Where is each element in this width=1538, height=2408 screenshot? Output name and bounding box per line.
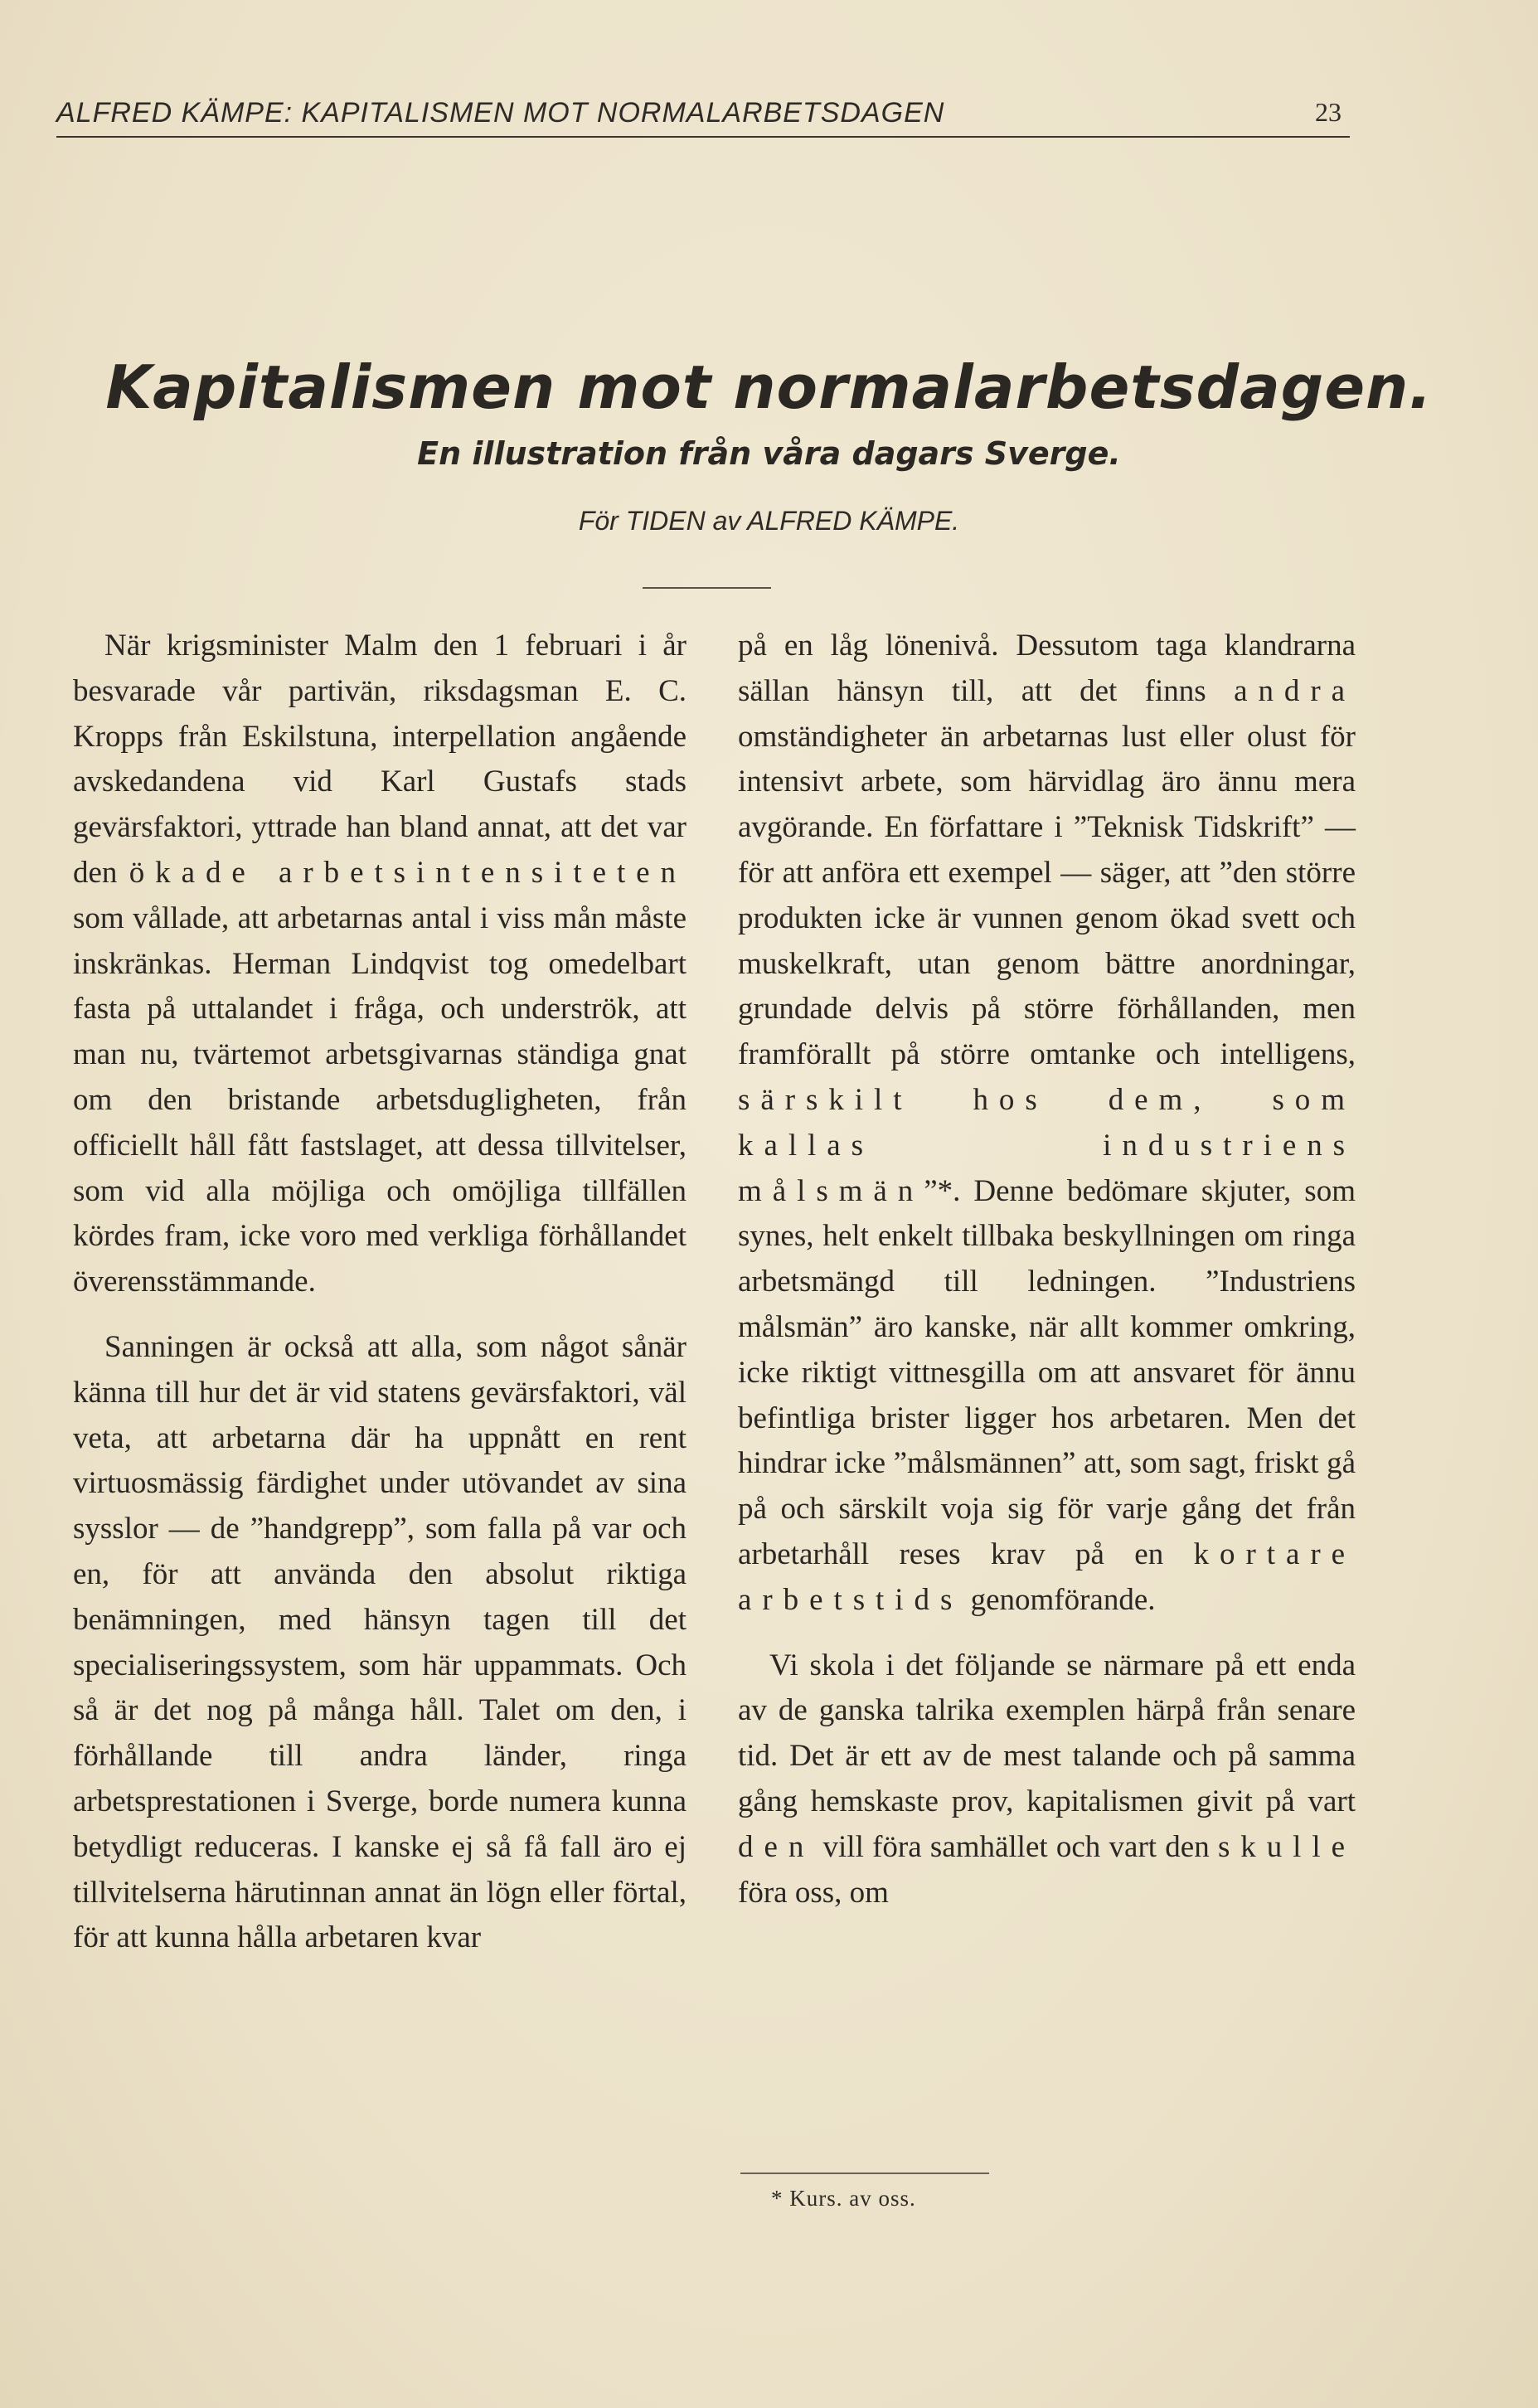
footnote-divider: [740, 2173, 989, 2174]
byline: För TIDEN av ALFRED KÄMPE.: [578, 506, 960, 536]
paragraph-text: föra oss, om: [738, 1875, 889, 1910]
spaced-emphasis: särskilt hos dem, som kallas industriens målsmän: [738, 1082, 1356, 1208]
spaced-emphasis: ökade arbetsintensiteten: [129, 855, 687, 890]
right-column: [738, 624, 1356, 1915]
spaced-emphasis: skulle: [1217, 1829, 1356, 1864]
paragraph-1: [73, 624, 687, 1305]
paragraph-text: på en låg lönenivå. Dessutom taga klandrarna sällan hänsyn till, att det finns: [738, 629, 1356, 708]
left-column: [73, 624, 687, 1961]
spaced-emphasis: andra: [1234, 673, 1356, 708]
spaced-emphasis: kortare arbetstids: [738, 1537, 1356, 1617]
running-header: [56, 83, 1350, 138]
page-number: 23: [1315, 97, 1342, 127]
running-title: ALFRED KÄMPE: KAPITALISMEN MOT NORMALARBETSDAGEN: [56, 97, 945, 129]
paragraph-text: ”*. Denne bedömare skjuter, som synes, helt enkelt tillbaka beskyllningen om ringa arbetsmängd till ledningen. ”Industriens målsmän” äro kanske, när allt kommer omkring, icke riktigt vittnesgilla om att ansvaret för ännu befintliga brister ligger hos arbetaren. Men det hindrar icke ”målsmännen” att, som sagt, friskt gå på och särskilt voja sig för varje gång det från arbetarhåll reses krav på en: [738, 1173, 1356, 1571]
paragraph-text: genomförande.: [970, 1582, 1156, 1617]
title-divider: [643, 587, 771, 589]
paragraph-text: När krigsminister Malm den 1 februari i år besvarade vår partivän, riksdagsman E. C. Kropps från Eskilstuna, interpellation angående avskedandena vid Karl Gustafs stads gevärsfaktori, yttrade han bland annat, att det var den: [73, 629, 687, 890]
paragraph-text: vill föra samhället och vart den: [822, 1829, 1210, 1864]
paragraph-3: [738, 624, 1356, 1624]
footnote: * Kurs. av oss.: [771, 2186, 916, 2211]
paragraph-text: Vi skola i det följande se närmare på ett enda av de ganska talrika exemplen härpå från senare tid. Det är ett av de mest talande och på samma gång hemskaste prov, kapitalismen givit på vart: [738, 1648, 1356, 1818]
spaced-emphasis: den: [738, 1829, 815, 1864]
paragraph-text: omständigheter än arbetarnas lust eller olust för intensivt arbete, som härvidlag äro ännu mera avgörande. En författare i ”Teknisk Tidskrift” — för att anföra ett exempel — säger, att ”den större produkten icke är vunnen genom ökad svett och muskelkraft, utan genom bättre anordningar, grundade delvis på större förhållanden, men framförallt på större omtanke och intelligens,: [738, 719, 1356, 1072]
paragraph-4: [738, 1643, 1356, 1916]
article-title: Kapitalismen mot normalarbetsdagen.: [105, 352, 1433, 422]
paragraph-text: som vållade, att arbetarnas antal i viss mån måste inskränkas. Herman Lindqvist tog omedelbart fasta på uttalandet i fråga, och underströk, att man nu, tvärtemot arbetsgivarnas ständiga gnat om den bristande arbetsdugligheten, från officiellt håll fått fastslaget, att dessa tillvitelser, som vid alla möjliga och omöjliga tillfällen kördes fram, icke voro med verkliga förhållandet överensstämmande.: [73, 901, 687, 1299]
paragraph-2: Sanningen är också att alla, som något sånär känna till hur det är vid statens gevärsfaktori, väl veta, att arbetarna där ha uppnått en rent virtuosmässig färdighet under utövandet av sina sysslor — de ”handgrepp”, som falla på var och en, för att använda den absolut riktiga benämningen, med hänsyn tagen till det specialiseringssystem, som här uppammats. Och så är det nog på många håll. Talet om den, i förhållande till andra länder, ringa arbetsprestationen i Sverge, borde numera kunna betydligt reduceras. I kanske ej så få fall äro ej tillvitelserna härutinnan annat än lögn eller förtal, för att kunna hålla arbetaren kvar: [73, 1329, 687, 1955]
article-subtitle: En illustration från våra dagars Sverge.: [417, 435, 1121, 472]
